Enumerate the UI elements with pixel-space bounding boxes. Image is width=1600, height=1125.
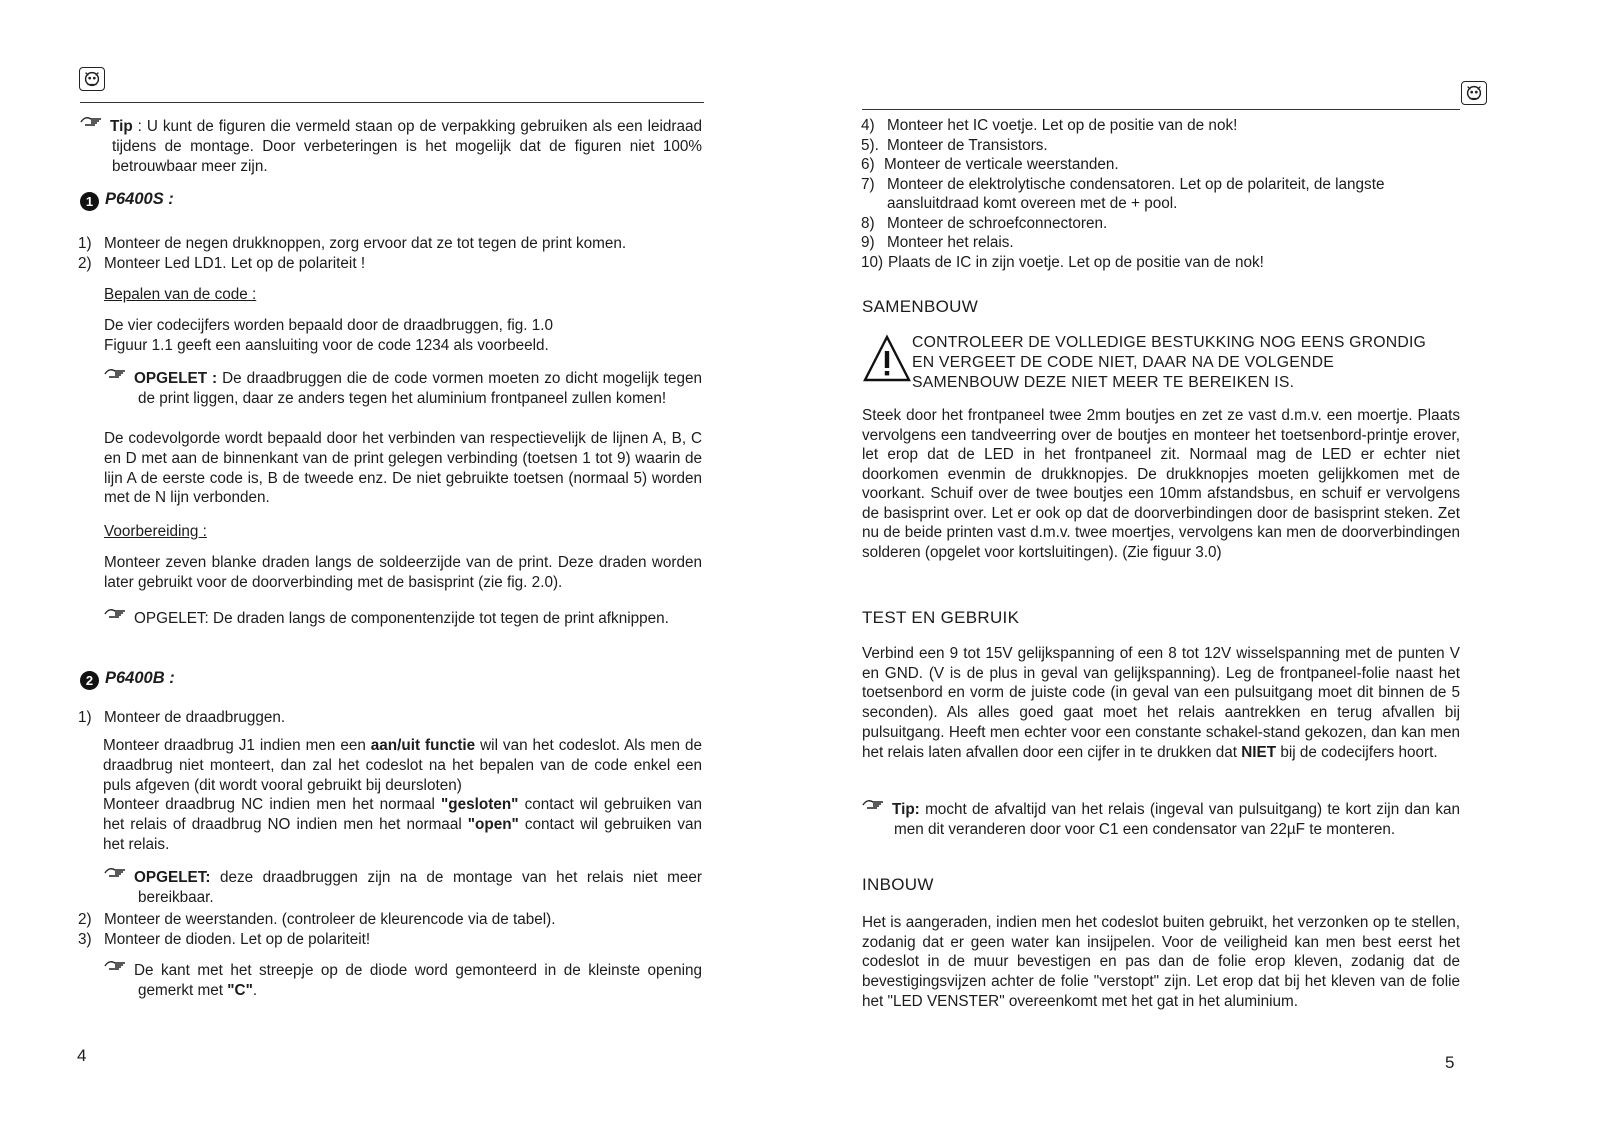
warning-triangle-icon xyxy=(862,334,912,384)
list-item: 9) Monteer het relais. xyxy=(861,234,1014,251)
warning-text: CONTROLEER DE VOLLEDIGE BESTUKKING NOG EENS GRONDIG EN VERGEET DE CODE NIET, DAAR NA DE VOLGENDE SAMENBOUW DEZE NIET MEER TE BEREIKEN IS. xyxy=(912,334,1427,391)
pointing-hand-icon xyxy=(862,797,886,810)
section-number-2: 2 xyxy=(80,671,99,690)
section-heading-p6400s xyxy=(80,190,174,211)
brand-logo-icon xyxy=(79,67,105,91)
heading-inbouw: INBOUW xyxy=(862,875,934,894)
tip-text: : U kunt de figuren die vermeld staan op de verpakking gebruiken als een leidraad tijdens de montage. Door verbeteringen is het mogelijk dat de figuren niet 100% betrouwbaar meer zijn. xyxy=(112,118,702,175)
tip-block xyxy=(80,114,702,176)
assembly-steps xyxy=(861,116,1461,272)
samenbouw-paragraph: Steek door het frontpaneel twee 2mm boutjes en zet ze vast d.m.v. een moertje. Plaats vervolgens een tandveerring over de boutjes en monteer het toetsenbord-printje erover, let erop dat de LED in het frontpaneel zit. Normaal mag de LED er echter niet doorkomen evenmin de drukknopjes. De drukknopjes moeten gelijkkomen met de voorkant. Schuif over de twee boutjes een 10mm afstandsbus, en schuif er vervolgens de basisprint over. Let er ook op dat de doorverbindingen door de basisprint steken. Zet nu de beide printen vast d.m.v. twee moertjes, vervolgens kan men de doorverbindingen solderen (opgelet voor kortsluitingen). (Zie figuur 3.0) xyxy=(862,407,1460,561)
jumper-nc-no-paragraph: Monteer draadbrug NC indien men het normaal "gesloten" contact wil gebruiken van het relais of draadbrug NO indien men het normaal "open" contact wil gebruiken van het relais. xyxy=(103,796,703,853)
jumper-j1-paragraph: Monteer draadbrug J1 indien men een aan/uit functie wil van het codeslot. Als men de draadbrug niet monteert, dan zal het codeslot na het bepalen van de code enkel een puls afgeven (dit wordt vooral gebruikt bij deursloten) xyxy=(103,737,702,794)
heading-samenbouw: SAMENBOUW xyxy=(862,297,979,316)
opgelet-note-3: OPGELET: deze draadbruggen zijn na de montage van het relais niet meer bereikbaar. xyxy=(104,865,702,908)
list-item: 7) Monteer de elektrolytische condensatoren. Let op de polariteit, de langste aansluitdraad komt overeen met de + pool. xyxy=(861,175,1385,212)
section-title: P6400B : xyxy=(105,669,175,687)
heading-test-en-gebruik: TEST EN GEBRUIK xyxy=(862,608,1020,627)
brand-logo-icon xyxy=(1461,81,1487,105)
section-number-1: 1 xyxy=(80,192,99,211)
header-rule xyxy=(862,109,1460,110)
list-item: 2) Monteer Led LD1. Let op de polariteit ! xyxy=(78,254,366,272)
tip-note-right: Tip: mocht de afvaltijd van het relais (ingeval van pulsuitgang) te kort zijn dan kan men dit veranderen door voor C1 een condensator van 22µF te monteren. xyxy=(862,797,1460,840)
list-item: 6) Monteer de verticale weerstanden. xyxy=(861,156,1119,173)
p6400b-steps xyxy=(78,910,700,950)
pointing-hand-icon xyxy=(104,865,128,878)
pointing-hand-icon xyxy=(104,606,128,619)
pointing-hand-icon xyxy=(80,114,104,127)
list-item: 1) Monteer de draadbruggen. xyxy=(78,709,286,726)
section-heading-p6400b xyxy=(80,669,175,690)
code-description: De vier codecijfers worden bepaald door de draadbruggen, fig. 1.0 Figuur 1.1 geeft een aansluiting voor de code 1234 als voorbeeld. xyxy=(104,317,553,354)
list-item: 4) Monteer het IC voetje. Let op de positie van de nok! xyxy=(861,117,1238,134)
p6400s-steps xyxy=(78,234,700,274)
list-item: 1) Monteer de negen drukknoppen, zorg ervoor dat ze tot tegen de print komen. xyxy=(78,235,627,252)
list-item: 8) Monteer de schroefconnectoren. xyxy=(861,214,1108,232)
opgelet-note-2: OPGELET: De draden langs de componentenzijde tot tegen de print afknippen. xyxy=(104,606,702,629)
opgelet-note-1: OPGELET : De draadbruggen die de code vormen moeten zo dicht mogelijk tegen de print liggen, daar ze anders tegen het aluminium frontpaneel zullen komen! xyxy=(104,366,702,409)
prep-subheading: Voorbereiding : xyxy=(104,523,207,540)
diode-note: De kant met het streepje op de diode word gemonteerd in de kleinste opening gemerkt met "C". xyxy=(104,958,702,1001)
code-subheading: Bepalen van de code : xyxy=(104,286,257,303)
list-item: 3) Monteer de dioden. Let op de polariteit! xyxy=(78,930,371,948)
p6400b-step-1 xyxy=(78,708,700,728)
prep-paragraph: Monteer zeven blanke draden langs de soldeerzijde van de print. Deze draden worden later gebruikt voor de doorverbinding met de basisprint (zie fig. 2.0). xyxy=(104,554,702,591)
page-number-right: 5 xyxy=(1445,1053,1455,1072)
section-title: P6400S : xyxy=(105,190,174,208)
page-number-left: 4 xyxy=(77,1046,87,1065)
inbouw-paragraph: Het is aangeraden, indien men het codeslot buiten gebruikt, het verzonken op te stellen, zodanig dat er geen water kan insijpelen. Voor de veiligheid kan men best eerst het codeslot in de muur bevestigen en pas dan de folie erop kleven, zodanig dat de bevestigingsvijzen achter de folie "verstopt" zijn. Let erop dat bij het kleven van de folie het "LED VENSTER" overeenkomt met het gat in het aluminium. xyxy=(862,914,1460,1010)
list-item: 10) Plaats de IC in zijn voetje. Let op de positie van de nok! xyxy=(861,253,1264,271)
test-paragraph: Verbind een 9 tot 15V gelijkspanning of een 8 tot 12V wisselspanning met de punten V en GND. (V is de plus in geval van gelijkspanning). Leg de frontpaneel-folie naast het toetsenbord en vorm de juiste code (in geval van een pulsuitgang moet dit binnen de 5 seconden). Als alles goed gaat moet het relais aantrekken en terug afvallen bij pulsuitgang. Heeft men echter voor een constante schakel-stand gekozen, dan kan men het relais laten afvallen door een cijfer in te drukken dat NIET bij de codecijfers hoort. xyxy=(862,645,1460,761)
list-item: 2) Monteer de weerstanden. (controleer de kleurencode via de tabel). xyxy=(78,911,556,928)
pointing-hand-icon xyxy=(104,958,128,971)
code-order-paragraph: De codevolgorde wordt bepaald door het verbinden van respectievelijk de lijnen A, B, C en D met aan de binnenkant van de print gelegen verbinding (toetsen 1 tot 9) waarin de lijn A de eerste code is, B de tweede enz. De niet gebruikte toetsen (normaal 5) worden met de N lijn verbonden. xyxy=(104,430,702,507)
pointing-hand-icon xyxy=(104,366,128,379)
list-item: 5). Monteer de Transistors. xyxy=(861,136,1048,154)
right-page xyxy=(800,0,1600,1125)
header-rule xyxy=(80,102,704,103)
tip-label: Tip xyxy=(110,118,133,135)
